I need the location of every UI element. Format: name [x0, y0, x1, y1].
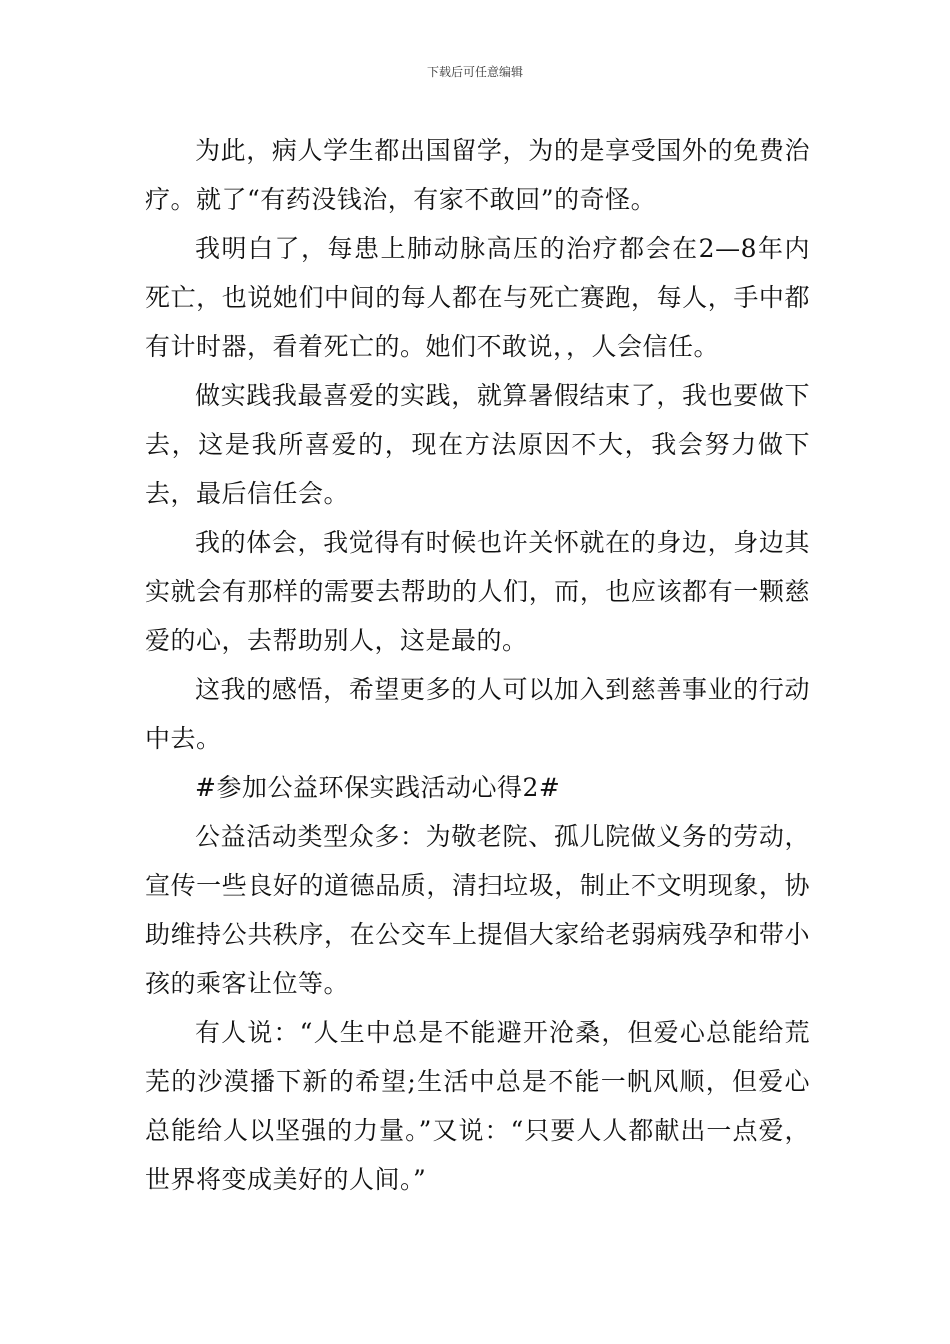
section-heading: #参加公益环保实践活动心得2# [195, 773, 561, 802]
paragraph-5: 这我的感悟，希望更多的人可以加入到慈善事业的行动中去。 [145, 675, 810, 753]
paragraph-7: 有人说：“人生中总是不能避开沧桑，但爱心总能给荒芜的沙漠播下新的希望;生活中总是不能一帆风顺，但爱心总能给人以坚强的力量。”又说：“只要人人都献出一点爱，世界将变成美好的人间。” [145, 1018, 810, 1194]
paragraph-4: 我的体会，我觉得有时候也许关怀就在的身边，身边其实就会有那样的需要去帮助的人们，而，也应该都有一颗慈爱的心，去帮助别人，这是最的。 [145, 528, 810, 655]
document-body [145, 126, 810, 1204]
paragraph-2: 我明白了，每患上肺动脉高压的治疗都会在2—8年内死亡，也说她们中间的每人都在与死亡赛跑，每人，手中都有计时器，看着死亡的。她们不敢说，，人会信任。 [145, 234, 810, 361]
paragraph-1: 为此，病人学生都出国留学，为的是享受国外的免费治疗。就了“有药没钱治，有家不敢回”的奇怪。 [145, 136, 810, 214]
page-header: 下载后可任意编辑 [426, 65, 523, 79]
paragraph-3: 做实践我最喜爱的实践，就算暑假结束了，我也要做下去，这是我所喜爱的，现在方法原因不大，我会努力做下去，最后信任会。 [145, 381, 810, 508]
paragraph-6: 公益活动类型众多：为敬老院、孤儿院做义务的劳动，宣传一些良好的道德品质，清扫垃圾，制止不文明现象，协助维持公共秩序，在公交车上提倡大家给老弱病残孕和带小孩的乘客让位等。 [145, 822, 810, 998]
